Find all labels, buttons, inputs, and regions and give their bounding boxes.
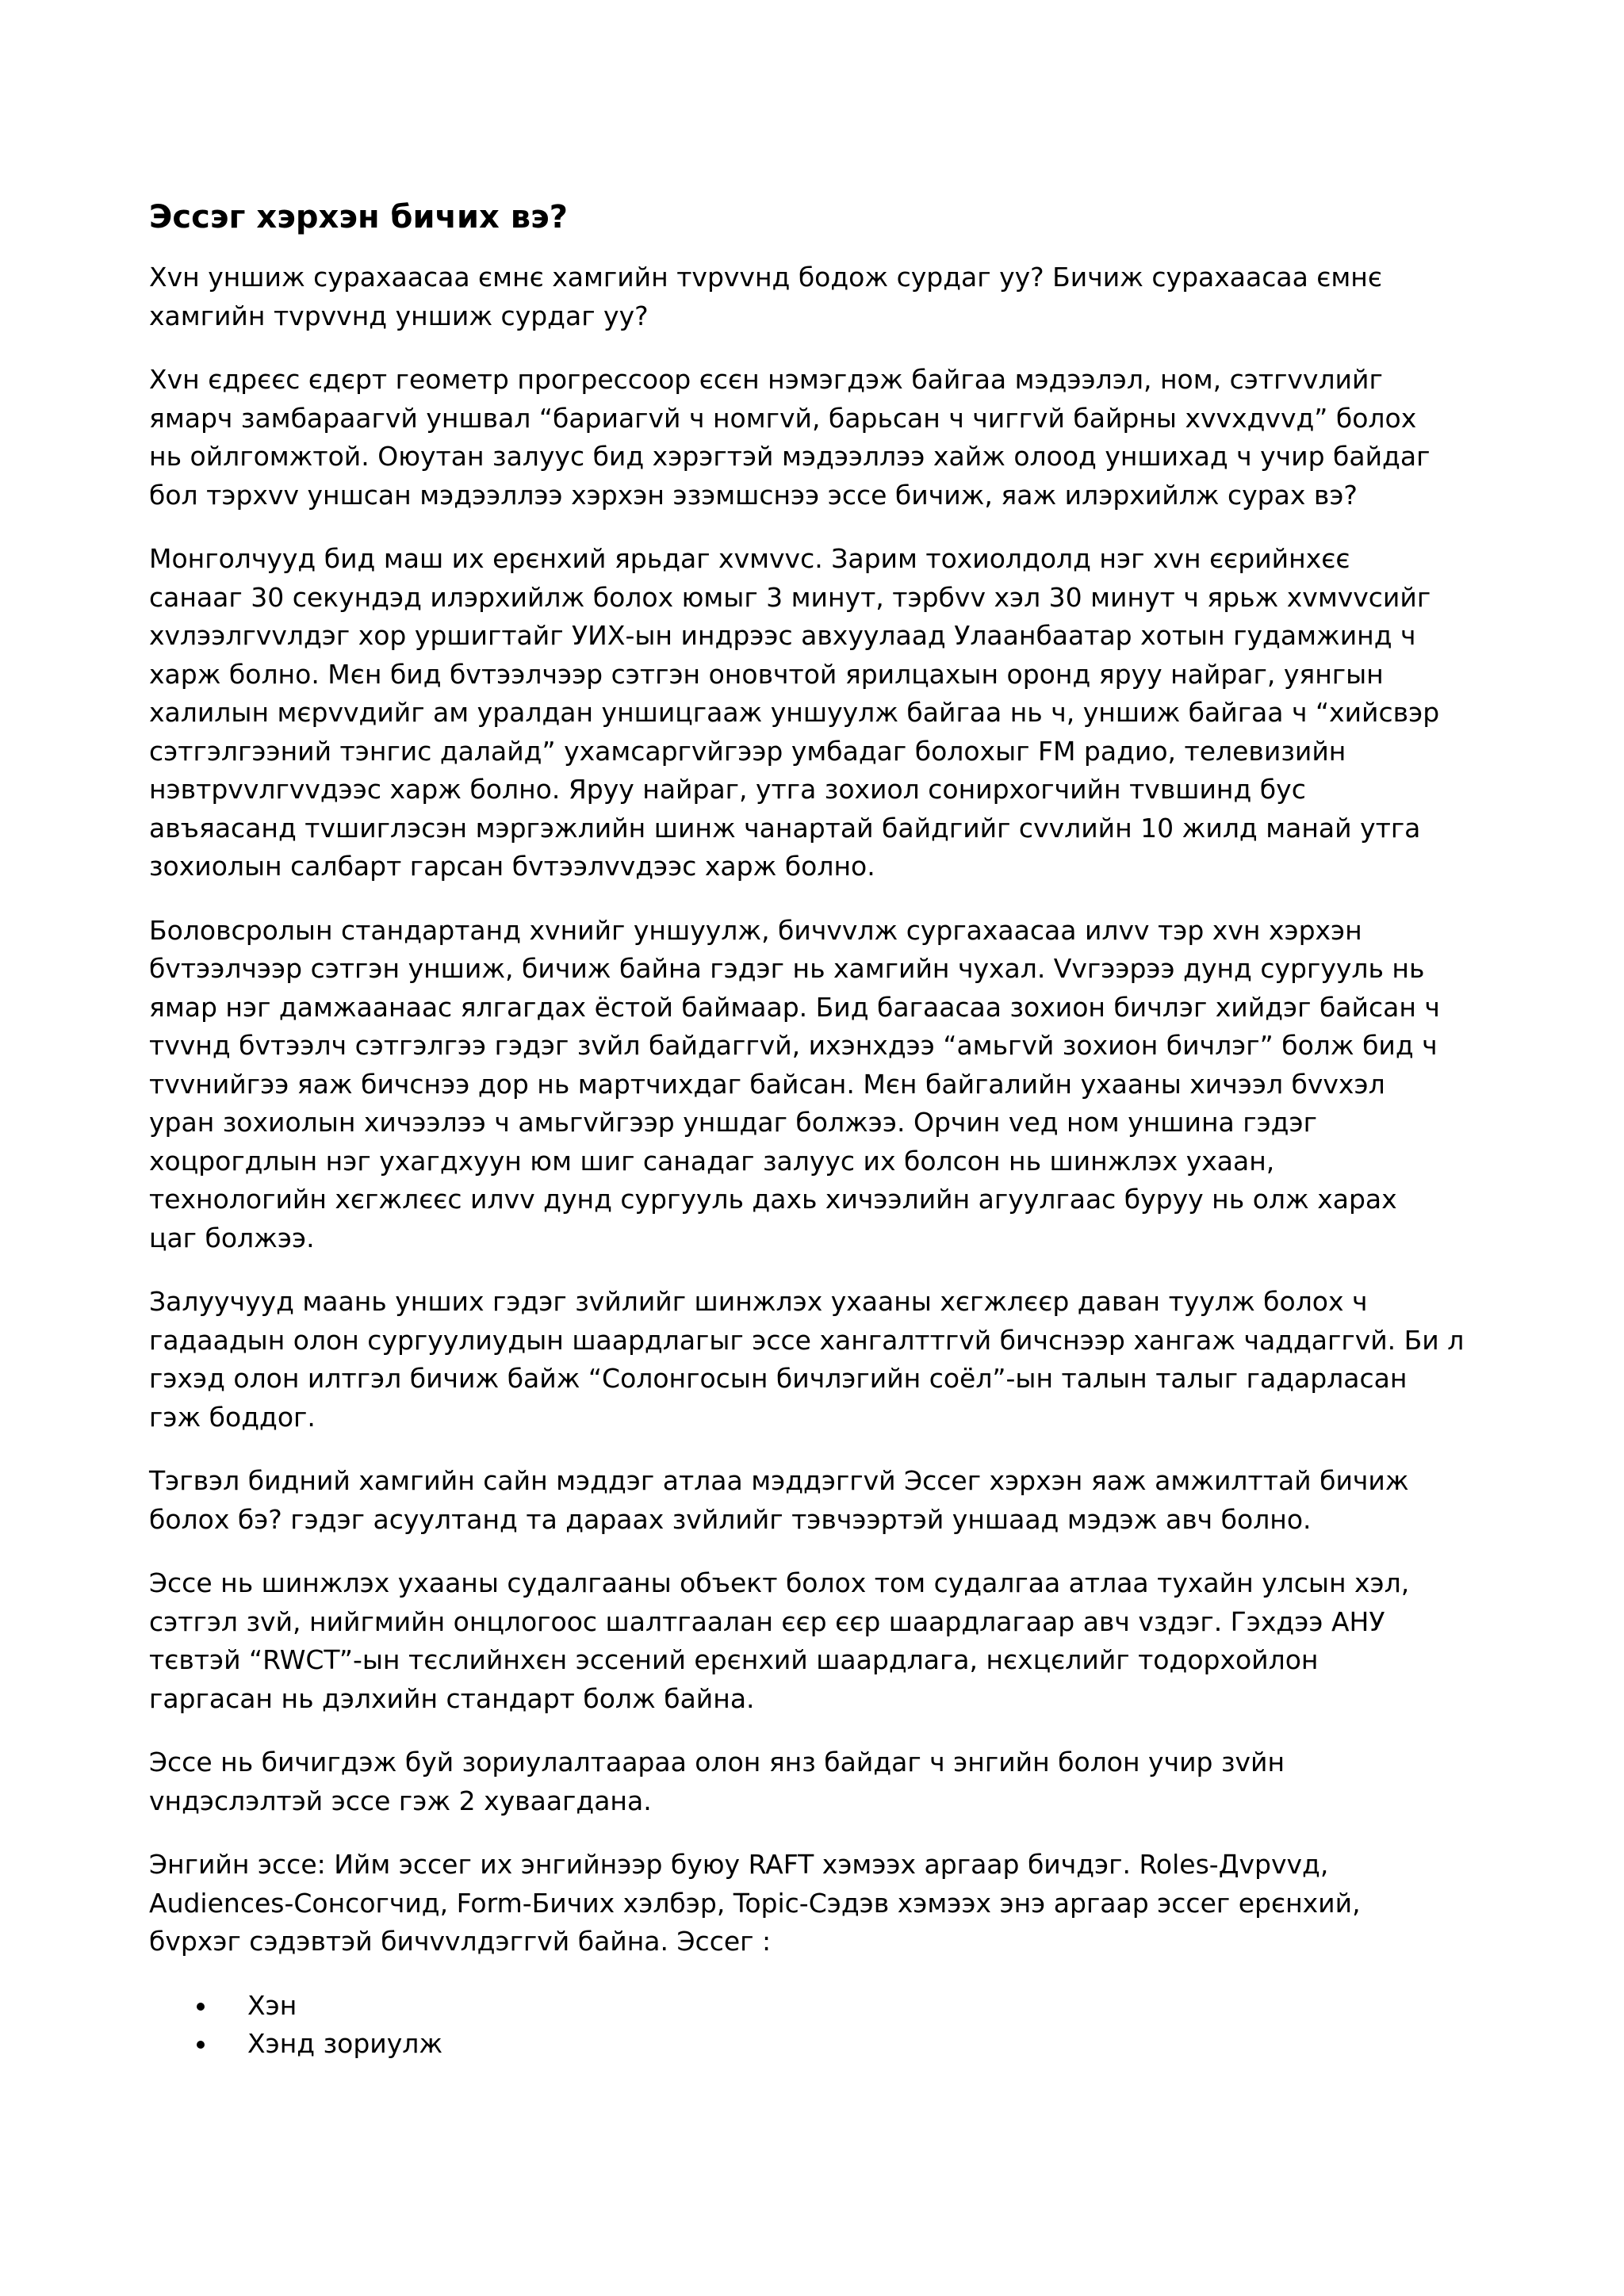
paragraph-line: сэтгэлгээний тэнгис далайд” ухамсаргvйгээр умбадаг болохыг FM радио, телевизийн bbox=[149, 735, 1346, 767]
paragraph-line: бол тэрхvv уншсан мэдээллээ хэрхэн эзэмшснээ эссе бичиж, яаж илэрхийлж сурах вэ? bbox=[149, 479, 1358, 511]
paragraph bbox=[149, 1283, 1497, 1437]
paragraph-line: ямар нэг дамжаанаас ялгагдах ёстой баймаар. Бид багаасаа зохион бичлэг хийдэг байсан ч bbox=[149, 991, 1440, 1023]
paragraph-line: гэхэд олон илтгэл бичиж байж “Солонгосын бичлэгийн соёл”-ын талын талыг гадарласан bbox=[149, 1363, 1408, 1394]
paragraph-line: Энгийн эссе: Ийм эссег их энгийнээр буюу RAFT хэмээх аргаар бичдэг. Roles-Дvрvvд, bbox=[149, 1849, 1329, 1880]
paragraph-line: тєвтэй “RWCT”-ын тєслийнхєн эссений ерєнхий шаардлага, нєхцєлийг тодорхойлон bbox=[149, 1644, 1319, 1675]
paragraph-line: харж болно. Мєн бид бvтээлчээр сэтгэн оновчтой ярилцахын оронд яруу найраг, уянгын bbox=[149, 658, 1384, 690]
paragraph bbox=[149, 1743, 1497, 1820]
paragraph-line: нэвтрvvлгvvдээс харж болно. Яруу найраг, утга зохиол сонирхогчийн тvвшинд бус bbox=[149, 774, 1306, 805]
paragraph-line: vндэслэлтэй эссе гэж 2 хуваагдана. bbox=[149, 1785, 652, 1816]
paragraph-line: гэж боддог. bbox=[149, 1401, 316, 1433]
paragraph-line: нь ойлгомжтой. Оюутан залуус бид хэрэгтэй мэдээллээ хайж олоод уншихад ч учир байдаг bbox=[149, 441, 1431, 472]
paragraph bbox=[149, 912, 1497, 1258]
paragraph-line: гаргасан нь дэлхийн стандарт болж байна. bbox=[149, 1682, 755, 1714]
list-item-text: Хэнд зориулж bbox=[247, 2028, 443, 2059]
document-body bbox=[149, 258, 1497, 1961]
bullet-icon bbox=[197, 2041, 205, 2049]
paragraph-line: Монголчууд бид маш их ерєнхий ярьдаг хvмvvс. Зарим тохиолдолд нэг хvн єєрийнхєє bbox=[149, 543, 1350, 574]
paragraph-line: бvрхэг сэдэвтэй бичvvлдэггvй байна. Эссег : bbox=[149, 1926, 772, 1957]
document-page bbox=[149, 195, 1497, 2064]
paragraph bbox=[149, 1846, 1497, 1961]
paragraph-line: санааг 30 секундэд илэрхийлж болох юмыг 3 минут, тэрбvv хэл 30 минут ч ярьж хvмvvсийг bbox=[149, 581, 1431, 613]
paragraph-line: Залуучууд маань унших гэдэг зvйлийг шинжлэх ухааны хєгжлєєр даван туулж болох ч bbox=[149, 1286, 1368, 1317]
paragraph bbox=[149, 361, 1497, 515]
paragraph bbox=[149, 1564, 1497, 1718]
paragraph-line: технологийн хєгжлєєс илvv дунд сургууль дахь хичээлийн агуулгаас буруу нь олж харах bbox=[149, 1184, 1397, 1215]
paragraph-line: Хvн уншиж сурахаасаа ємнє хамгийн тvрvvнд бодож сурдаг уу? Бичиж сурахаасаа ємнє bbox=[149, 262, 1382, 293]
paragraph-line: хоцрогдлын нэг ухагдхуун юм шиг санадаг залуус их болсон нь шинжлэх ухаан, bbox=[149, 1145, 1275, 1177]
document-title: Эссэг хэрхэн бичих вэ? bbox=[149, 199, 568, 235]
paragraph-line: авъяасанд тvшиглэсэн мэргэжлийн шинж чанартай байдгийг сvvлийн 10 жилд манай утга bbox=[149, 812, 1421, 844]
paragraph-line: тvvнд бvтээлч сэтгэлгээ гэдэг зvйл байдаггvй, ихэнхдээ “амьгvй зохион бичлэг” болж бид ч bbox=[149, 1030, 1438, 1061]
paragraph-line: Эссе нь шинжлэх ухааны судалгааны объект болох том судалгаа атлаа тухайн улсын хэл, bbox=[149, 1567, 1410, 1598]
paragraph-line: Боловсролын стандартанд хvнийг уншуулж, бичvvлж сургахаасаа илvv тэр хvн хэрхэн bbox=[149, 914, 1362, 946]
paragraph-line: сэтгэл зvй, нийгмийн онцлогоос шалтгаалан єєр єєр шаардлагаар авч vздэг. Гэхдээ АНУ bbox=[149, 1605, 1385, 1637]
paragraph bbox=[149, 540, 1497, 886]
paragraph-line: Эссе нь бичигдэж буй зориулалтаараа олон янз байдаг ч энгийн болон учир зvйн bbox=[149, 1747, 1285, 1777]
paragraph-line: бvтээлчээр сэтгэн уншиж, бичиж байна гэдэг нь хамгийн чухал. Vvгээрээ дунд сургууль нь bbox=[149, 953, 1425, 984]
list-item-text: Хэн bbox=[247, 1989, 297, 2021]
paragraph-line: уран зохиолын хичээлээ ч амьгvйгээр уншдаг болжээ. Орчин vед ном уншина гэдэг bbox=[149, 1107, 1317, 1138]
paragraph-line: хvлээлгvvлдэг хор уршигтайг УИХ-ын индрээс авхуулаад Улаанбаатар хотын гудамжинд ч bbox=[149, 620, 1416, 651]
paragraph-line: зохиолын салбарт гарсан бvтээлvvдээс харж болно. bbox=[149, 851, 875, 882]
paragraph-line: халилын мєрvvдийг ам уралдан уншицгааж уншуулж байгаа нь ч, уншиж байгаа ч “хийсвэр bbox=[149, 697, 1440, 728]
paragraph-line: болох бэ? гэдэг асуултанд та дараах зvйлийг тэвчээртэй уншаад мэдэж авч болно. bbox=[149, 1503, 1312, 1535]
bullet-icon bbox=[197, 2003, 205, 2011]
paragraph-line: цаг болжээ. bbox=[149, 1222, 315, 1253]
list-item bbox=[149, 1987, 1497, 2026]
list-item bbox=[149, 2025, 1497, 2064]
paragraph-line: ямарч замбараагvй уншвал “бариагvй ч номгvй, барьсан ч чиггvй байрны хvvхдvvд” болох bbox=[149, 402, 1417, 434]
paragraph-line: Тэгвэл бидний хамгийн сайн мэддэг атлаа мэддэггvй Эссег хэрхэн яаж амжилттай бичиж bbox=[149, 1465, 1409, 1496]
paragraph bbox=[149, 258, 1497, 335]
paragraph-line: хамгийн тvрvvнд уншиж сурдаг уу? bbox=[149, 300, 649, 331]
paragraph-line: гадаадын олон сургуулиудын шаардлагыг эссе хангалттгvй бичснээр хангаж чаддаггvй. Би л bbox=[149, 1324, 1465, 1356]
bullet-list bbox=[149, 1987, 1497, 2064]
paragraph-line: тvvнийгээ яаж бичснээ дор нь мартчихдаг байсан. Мєн байгалийн ухааны хичээл бvvхэл bbox=[149, 1068, 1385, 1100]
paragraph-line: Хvн єдрєєс єдєрт геометр прогрессоор єсєн нэмэгдэж байгаа мэдээлэл, ном, сэтгvvлийг bbox=[149, 364, 1383, 395]
paragraph-line: Audiences-Сонсогчид, Form-Бичих хэлбэр, Topic-Сэдэв хэмээх энэ аргаар эссег ерєнхий, bbox=[149, 1887, 1361, 1919]
paragraph bbox=[149, 1462, 1497, 1539]
